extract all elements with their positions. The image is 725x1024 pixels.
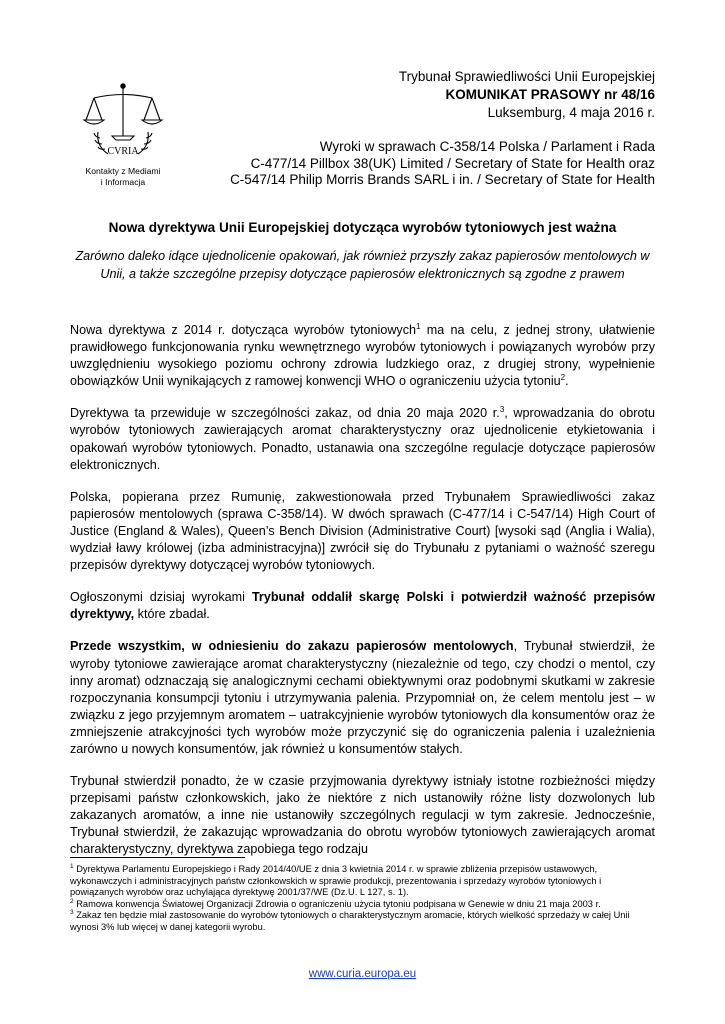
paragraph-1 (70, 322, 655, 390)
p1-text-a: Nowa dyrektywa z 2014 r. dotycząca wyrobów tytoniowych (70, 323, 417, 337)
article-body (70, 322, 655, 874)
p1-text-c: . (565, 374, 569, 389)
footnote-1-text: Dyrektywa Parlamentu Europejskiego i Rady 2014/40/UE z dnia 3 kwietnia 2014 r. w sprawie zbliżenia przepisów ustawowych, wykonawczych i administracyjnych państw członkowskich w sprawie produkcji, prezentowania i sprzedaży wyrobów tytoniowych i powiązanych wyrobów oraz uchylająca dyrektywę 2001/37/WE (Dz.U. L 127, s. 1). (70, 864, 602, 898)
paragraph-6: Trybunał stwierdził ponadto, że w czasie przyjmowania dyrektywy istniały istotne rozbieżności między przepisami państw członkowskich, jako że niektóre z nich ustanowiły różne listy dozwolonych lub zakazanych aromatów, a inne nie ustanowiły szczególnych regulacji w tym zakresie. Jednocześnie, Trybunał stwierdził, że zakazując wprowadzania do obrotu wyrobów tytoniowych zawierających aromat charakterystyczny, dyrektywa zapobiega tego rodzaju (70, 774, 655, 857)
case-line-3: C-547/14 Philip Morris Brands SARL i in. / Secretary of State for Health (230, 172, 655, 187)
curia-website-link[interactable]: www.curia.europa.eu (308, 968, 417, 980)
footnotes (70, 864, 655, 934)
case-line-1: Wyroki w sprawach C-358/14 Polska / Parlament i Rada (319, 139, 655, 154)
release-date: Luksemburg, 4 maja 2016 r. (487, 105, 655, 120)
p4-text-a: Ogłoszonymi dzisiaj wyrokami (70, 590, 252, 605)
logo-text: CVRIA (107, 146, 139, 157)
p5-text-b: , Trybunał stwierdził, że wyroby tytoniowe zawierające aromat charakterystyczny (niezależnie od tego, czy chodzi o mentol, czy inny aromat) odznaczają się analogicznymi cechami obiektywnymi oraz podobnymi skutkami w zakresie rozpoczynania konsumpcji tytoniu i utrzymywania palenia. Przypomniał on, że celem mentolu jest – w związku z jego przyjemnym aromatem – uatrakcyjnienie wyrobów tytoniowych dla konsumentów oraz że zmniejszenie atrakcyjności tych wyrobów może przyczynić się do ograniczenia palenia i uzależnienia zarówno u nowych konsumentów, jak również u konsumentów stałych. (70, 639, 655, 756)
p2-text-b: , wprowadzania do obrotu wyrobów tytoniowych zawierających aromat charakterystyczny oraz ujednolicenie etykietowania i opakowań wyrobów tytoniowych. Ponadto, ustanawia ona szczególne regulacje dotyczące papierosów elektronicznych. (70, 406, 655, 472)
footnote-1-number: 1 (70, 862, 74, 870)
paragraph-3: Polska, popierana przez Rumunię, zakwestionowała przed Trybunałem Sprawiedliwości zakaz papierosów mentolowych (sprawa C-358/14). W dwóch sprawach (C-477/14 i C-547/14) High Court of Justice (England & Wales), Queen’s Bench Division (Administrative Court) [wysoki sąd (Anglia i Walia), wydział ławy królowej (izba administracyjna)] zwrócił się do Trybunału z pytaniami o ważność szeregu przepisów dyrektywy dotyczącej wyrobów tytoniowych. (70, 489, 655, 573)
case-references (95, 139, 655, 189)
footnote-3-text: Zakaz ten będzie miał zastosowanie do wyrobów tytoniowych o charakterystycznym aromacie, których wielkość sprzedaży w całej Unii wynosi 3% lub więcej w danej kategorii wyrobu. (70, 910, 630, 932)
paragraph-2 (70, 405, 655, 473)
footnote-1 (70, 864, 655, 899)
p5-bold: Przede wszystkim, w odniesieniu do zakazu papierosów mentolowych (70, 639, 514, 654)
footnote-2-text: Ramowa konwencja Światowej Organizacji Zdrowia o ograniczeniu użycia tytoniu podpisana w Genewie w dniu 21 maja 2003 r. (73, 898, 601, 909)
footnote-ref-3: 3 (499, 405, 505, 415)
paragraph-5 (70, 638, 655, 758)
p1-text-b: ma na celu, z jednej strony, ułatwienie prawidłowego funkcjonowania rynku wewnętrznego wyrobów tytoniowych i powiązanych wyrobów przy uwzględnieniu wysokiego poziomu ochrony zdrowia ludzkiego oraz, z drugiej strony, wypełnienie obowiązków Unii wynikających z ramowej konwencji WHO o ograniczeniu użycia tytoniu (70, 323, 655, 389)
footnote-3 (70, 910, 655, 933)
footnote-divider (70, 857, 245, 858)
footnote-ref-1: 1 (416, 321, 421, 331)
page-subtitle: Zarówno daleko idące ujednolicenie opakowań, jak również przyszły zakaz papierosów mentolowych w Unii, a także szczególne przepisy dotyczące papierosów elektronicznych są zgodne z prawem (75, 249, 650, 281)
court-name: Trybunał Sprawiedliwości Unii Europejskiej (398, 69, 655, 84)
p4-bold: Trybunał oddalił skargę Polski i potwierdził ważność przepisów dyrektywy, (70, 590, 655, 622)
footnote-3-number: 3 (70, 909, 74, 917)
page-title: Nowa dyrektywa Unii Europejskiej dotycząca wyrobów tytoniowych jest ważna (108, 220, 617, 235)
footnote-2 (70, 899, 655, 911)
contact-line-2: i Informacja (100, 177, 146, 187)
p2-text-a: Dyrektywa ta przewiduje w szczególności zakaz, od dnia 20 maja 2020 r. (70, 406, 500, 421)
case-line-2: C-477/14 Pillbox 38(UK) Limited / Secretary of State for Health oraz (250, 155, 655, 171)
header-block (175, 68, 655, 122)
press-release-number: KOMUNIKAT PRASOWY nr 48/16 (445, 87, 655, 102)
footnote-2-number: 2 (70, 897, 74, 905)
p4-text-b: które zbadał. (134, 607, 210, 622)
contact-line-1: Kontakty z Mediami (85, 166, 161, 176)
paragraph-4 (70, 589, 655, 623)
footnote-ref-2: 2 (560, 373, 566, 383)
